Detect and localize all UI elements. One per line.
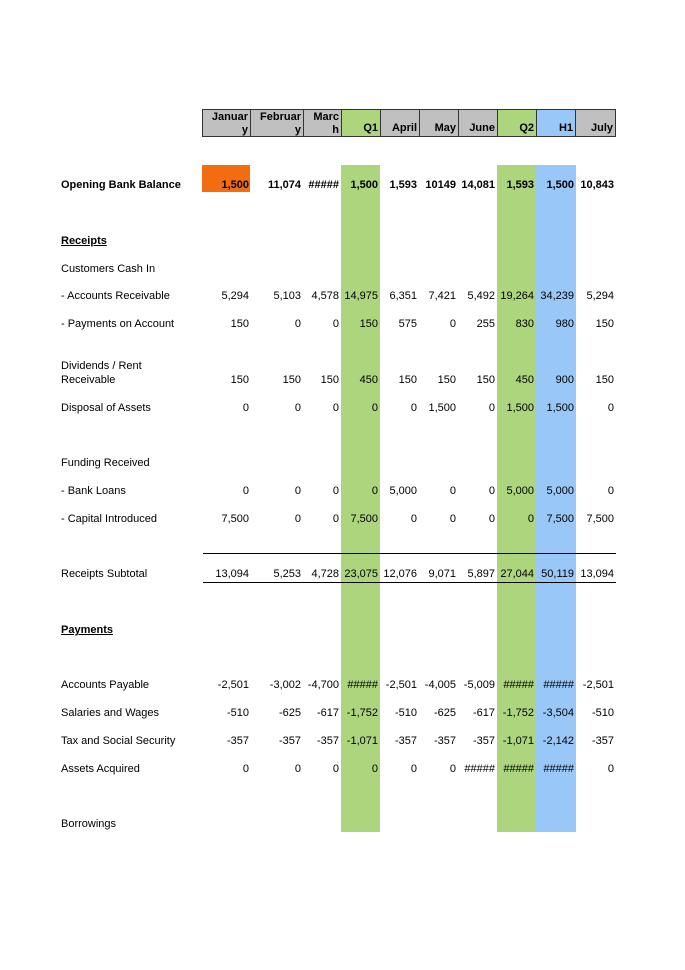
cell-assets-acquired-h1[interactable]: ##### (543, 763, 574, 775)
cell-payments-on-account-jan[interactable]: 150 (230, 318, 249, 330)
cell-assets-acquired-apr[interactable]: 0 (410, 763, 417, 775)
header-cell-q1[interactable] (341, 109, 381, 137)
cell-salaries-mar[interactable]: -617 (316, 707, 339, 719)
cell-dividends-mar[interactable]: 150 (320, 374, 339, 386)
cell-payments-on-account-h1[interactable]: 980 (555, 318, 574, 330)
cell-accounts-payable-may[interactable]: -4,005 (424, 679, 456, 691)
header-cell-h1[interactable] (536, 109, 576, 137)
cell-bank-loans-jun[interactable]: 0 (488, 485, 495, 497)
cell-assets-acquired-q1[interactable]: 0 (371, 763, 378, 775)
cell-assets-acquired-jan[interactable]: 0 (242, 763, 249, 775)
cell-receipts-subtotal-mar[interactable]: 4,728 (311, 568, 339, 580)
cell-receipts-subtotal-h1[interactable]: 50,119 (541, 568, 574, 580)
cell-bank-loans-h1[interactable]: 5,000 (546, 485, 574, 497)
header-may-label: May (434, 122, 456, 134)
cell-payments-on-account-q1[interactable]: 150 (359, 318, 378, 330)
cell-salaries-jul[interactable]: -510 (591, 707, 614, 719)
cell-accounts-receivable-q2[interactable]: 19,264 (500, 290, 534, 302)
cell-accounts-receivable-h1[interactable]: 34,239 (540, 290, 574, 302)
header-h1-label: H1 (558, 122, 573, 134)
cell-capital-jan[interactable]: 7,500 (221, 513, 249, 525)
salaries-row (0, 707, 685, 721)
cell-dividends-h1[interactable]: 900 (555, 374, 574, 386)
cell-accounts-payable-jun[interactable]: -5,009 (463, 679, 495, 691)
cell-opening-feb[interactable]: 11,074 (267, 179, 301, 191)
header-june-label: June (469, 122, 495, 134)
cell-opening-may[interactable]: 10149 (425, 179, 456, 191)
header-cell-july[interactable] (575, 109, 616, 137)
header-march-line2: h (332, 124, 339, 136)
cell-opening-jun[interactable]: 14,081 (461, 179, 495, 191)
cell-accounts-payable-h1[interactable]: ##### (543, 679, 574, 691)
cell-capital-q2[interactable]: 0 (527, 513, 534, 525)
tax-row (0, 735, 685, 749)
header-march-line1: Marc (313, 111, 339, 123)
cell-opening-jan[interactable]: 1,500 (221, 179, 249, 191)
cell-disposal-jun[interactable]: 0 (488, 402, 495, 414)
cell-salaries-h1[interactable]: -3,504 (542, 707, 574, 719)
receipts-heading: Receipts (61, 235, 107, 247)
assets-acquired-row (0, 763, 685, 777)
cell-dividends-apr[interactable]: 150 (398, 374, 417, 386)
cell-bank-loans-q2[interactable]: 5,000 (506, 485, 534, 497)
customers-cash-label: Customers Cash In (61, 263, 156, 275)
cell-tax-apr[interactable]: -357 (394, 735, 417, 747)
cell-payments-on-account-mar[interactable]: 0 (332, 318, 339, 330)
payments-on-account-label: - Payments on Account (61, 318, 175, 330)
cell-tax-mar[interactable]: -357 (316, 735, 339, 747)
cell-payments-on-account-jun[interactable]: 255 (476, 318, 495, 330)
cell-accounts-receivable-apr[interactable]: 6,351 (389, 290, 417, 302)
bank-loans-label: - Bank Loans (61, 485, 126, 497)
cell-assets-acquired-q2[interactable]: ##### (503, 763, 534, 775)
header-cell-q2[interactable] (497, 109, 537, 137)
cell-opening-jul[interactable]: 10,843 (580, 179, 614, 191)
capital-label: - Capital Introduced (61, 513, 157, 525)
header-july-label: July (590, 122, 613, 134)
header-cell-february[interactable] (250, 109, 304, 137)
cell-accounts-receivable-q1[interactable]: 14,975 (344, 290, 378, 302)
cell-receipts-subtotal-q1[interactable]: 23,075 (344, 568, 378, 580)
header-cell-may[interactable] (419, 109, 459, 137)
header-february-line2: y (294, 124, 301, 136)
cell-dividends-q2[interactable]: 450 (515, 374, 534, 386)
assets-acquired-label: Assets Acquired (61, 763, 140, 775)
cell-salaries-apr[interactable]: -510 (394, 707, 417, 719)
opening-balance-label: Opening Bank Balance (61, 179, 181, 191)
funding-heading: Funding Received (61, 457, 150, 469)
cell-disposal-q1[interactable]: 0 (371, 402, 378, 414)
cell-salaries-jan[interactable]: -510 (226, 707, 249, 719)
cell-payments-on-account-jul[interactable]: 150 (595, 318, 614, 330)
cell-accounts-payable-feb[interactable]: -3,002 (269, 679, 301, 691)
cell-accounts-payable-apr[interactable]: -2,501 (385, 679, 417, 691)
cell-accounts-payable-q1[interactable]: ##### (347, 679, 378, 691)
cell-receipts-subtotal-jan[interactable]: 13,094 (215, 568, 249, 580)
cell-bank-loans-feb[interactable]: 0 (294, 485, 301, 497)
cell-capital-q1[interactable]: 7,500 (350, 513, 378, 525)
cell-opening-q2[interactable]: 1,593 (506, 179, 534, 191)
header-cell-april[interactable] (380, 109, 420, 137)
cell-disposal-mar[interactable]: 0 (332, 402, 339, 414)
cell-accounts-payable-q2[interactable]: ##### (503, 679, 534, 691)
payments-heading: Payments (61, 624, 113, 636)
accounts-payable-row (0, 679, 685, 693)
cell-accounts-receivable-mar[interactable]: 4,578 (311, 290, 339, 302)
header-q2-label: Q2 (519, 122, 534, 134)
header-cell-january[interactable] (202, 109, 251, 137)
cell-tax-feb[interactable]: -357 (278, 735, 301, 747)
disposal-row (0, 402, 685, 416)
cell-accounts-receivable-may[interactable]: 7,421 (428, 290, 456, 302)
header-cell-march[interactable] (303, 109, 342, 137)
cell-receipts-subtotal-feb[interactable]: 5,253 (273, 568, 301, 580)
cell-opening-q1[interactable]: 1,500 (350, 179, 378, 191)
cell-receipts-subtotal-may[interactable]: 9,071 (428, 568, 456, 580)
cell-opening-apr[interactable]: 1,593 (389, 179, 417, 191)
cell-dividends-may[interactable]: 150 (437, 374, 456, 386)
cell-accounts-payable-jul[interactable]: -2,501 (582, 679, 614, 691)
cell-salaries-q1[interactable]: -1,752 (346, 707, 378, 719)
accounts-payable-label: Accounts Payable (61, 679, 150, 691)
cell-capital-apr[interactable]: 0 (410, 513, 417, 525)
cell-disposal-jan[interactable]: 0 (242, 402, 249, 414)
cell-capital-jun[interactable]: 0 (488, 513, 495, 525)
cell-salaries-q2[interactable]: -1,752 (502, 707, 534, 719)
cell-accounts-payable-mar[interactable]: -4,700 (307, 679, 339, 691)
cell-bank-loans-apr[interactable]: 5,000 (389, 485, 417, 497)
cell-capital-jul[interactable]: 7,500 (586, 513, 614, 525)
header-february-line1: Februar (260, 111, 301, 123)
cell-bank-loans-may[interactable]: 0 (449, 485, 456, 497)
cell-tax-jan[interactable]: -357 (226, 735, 249, 747)
cell-disposal-apr[interactable]: 0 (410, 402, 417, 414)
tax-label: Tax and Social Security (61, 735, 176, 747)
header-april-label: April (391, 122, 417, 134)
cell-disposal-jul[interactable]: 0 (607, 402, 614, 414)
cell-salaries-may[interactable]: -625 (433, 707, 456, 719)
cell-payments-on-account-q2[interactable]: 830 (515, 318, 534, 330)
subtotal-bottom-rule (203, 582, 616, 583)
cell-disposal-feb[interactable]: 0 (294, 402, 301, 414)
bank-loans-row (0, 485, 685, 499)
receipts-subtotal-label: Receipts Subtotal (61, 568, 148, 580)
cell-salaries-feb[interactable]: -625 (278, 707, 301, 719)
cell-bank-loans-jan[interactable]: 0 (242, 485, 249, 497)
cell-receipts-subtotal-q2[interactable]: 27,044 (500, 568, 534, 580)
header-january-line1: Januar (211, 111, 248, 123)
disposal-label: Disposal of Assets (61, 402, 151, 414)
accounts-receivable-label: - Accounts Receivable (61, 290, 170, 302)
cell-dividends-feb[interactable]: 150 (282, 374, 301, 386)
cell-payments-on-account-apr[interactable]: 575 (398, 318, 417, 330)
cell-accounts-receivable-jun[interactable]: 5,492 (467, 290, 495, 302)
cell-assets-acquired-feb[interactable]: 0 (294, 763, 301, 775)
cell-opening-h1[interactable]: 1,500 (546, 179, 574, 191)
cell-capital-feb[interactable]: 0 (294, 513, 301, 525)
cell-dividends-q1[interactable]: 450 (359, 374, 378, 386)
cell-capital-may[interactable]: 0 (449, 513, 456, 525)
subtotal-top-rule (203, 553, 616, 554)
cell-capital-mar[interactable]: 0 (332, 513, 339, 525)
cell-bank-loans-jul[interactable]: 0 (607, 485, 614, 497)
cell-assets-acquired-jul[interactable]: 0 (607, 763, 614, 775)
cell-payments-on-account-may[interactable]: 0 (449, 318, 456, 330)
cell-disposal-q2[interactable]: 1,500 (506, 402, 534, 414)
cell-payments-on-account-feb[interactable]: 0 (294, 318, 301, 330)
cell-receipts-subtotal-jul[interactable]: 13,094 (580, 568, 614, 580)
cell-receipts-subtotal-apr[interactable]: 12,076 (383, 568, 417, 580)
cell-tax-q1[interactable]: -1,071 (346, 735, 378, 747)
accounts-receivable-row (0, 290, 685, 304)
cell-tax-h1[interactable]: -2,142 (542, 735, 574, 747)
cell-opening-mar[interactable]: ##### (308, 179, 339, 191)
cell-bank-loans-q1[interactable]: 0 (371, 485, 378, 497)
capital-row (0, 513, 685, 527)
header-january-line2: y (241, 124, 248, 136)
cell-tax-q2[interactable]: -1,071 (502, 735, 534, 747)
cell-capital-h1[interactable]: 7,500 (546, 513, 574, 525)
salaries-label: Salaries and Wages (61, 707, 160, 719)
borrowings-label: Borrowings (61, 818, 117, 830)
cell-accounts-receivable-feb[interactable]: 5,103 (273, 290, 301, 302)
header-cell-june[interactable] (458, 109, 498, 137)
cell-dividends-jul[interactable]: 150 (595, 374, 614, 386)
cell-disposal-may[interactable]: 1,500 (428, 402, 456, 414)
cell-tax-jul[interactable]: -357 (591, 735, 614, 747)
cell-accounts-payable-jan[interactable]: -2,501 (217, 679, 249, 691)
receipts-subtotal-row (0, 568, 685, 582)
cell-assets-acquired-jun[interactable]: ##### (464, 763, 495, 775)
cell-disposal-h1[interactable]: 1,500 (546, 402, 574, 414)
dividends-row (0, 374, 685, 388)
cell-dividends-jan[interactable]: 150 (230, 374, 249, 386)
cell-receipts-subtotal-jun[interactable]: 5,897 (467, 568, 495, 580)
cell-tax-may[interactable]: -357 (433, 735, 456, 747)
cell-salaries-jun[interactable]: -617 (472, 707, 495, 719)
opening-balance-row (0, 179, 685, 193)
header-q1-label: Q1 (363, 122, 378, 134)
cell-dividends-jun[interactable]: 150 (476, 374, 495, 386)
cell-bank-loans-mar[interactable]: 0 (332, 485, 339, 497)
payments-on-account-row (0, 318, 685, 332)
cell-assets-acquired-mar[interactable]: 0 (332, 763, 339, 775)
dividends-label-line1: Dividends / Rent (61, 360, 142, 372)
cell-accounts-receivable-jan[interactable]: 5,294 (221, 290, 249, 302)
dividends-label-line2: Receivable (61, 374, 116, 386)
cell-tax-jun[interactable]: -357 (472, 735, 495, 747)
cell-accounts-receivable-jul[interactable]: 5,294 (586, 290, 614, 302)
cell-assets-acquired-may[interactable]: 0 (449, 763, 456, 775)
